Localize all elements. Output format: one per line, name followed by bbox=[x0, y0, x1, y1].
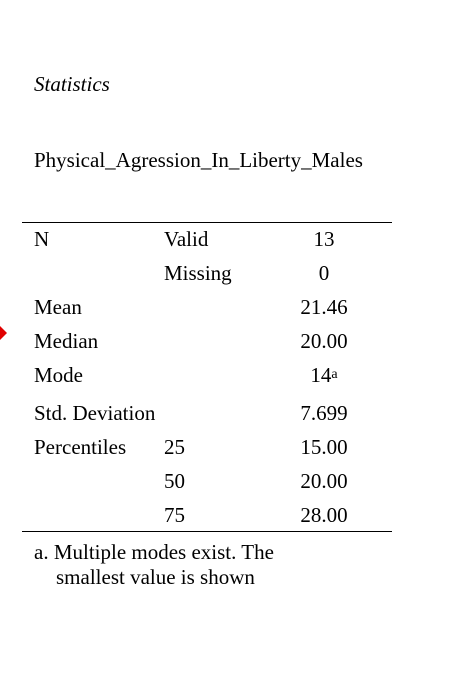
footnote-line-1: a. Multiple modes exist. The bbox=[34, 540, 274, 564]
table-footnote bbox=[34, 540, 364, 590]
mode-footnote-marker: a bbox=[331, 367, 338, 382]
value-valid: 13 bbox=[313, 227, 335, 251]
table-caption: Statistics bbox=[34, 72, 110, 96]
value-missing: 0 bbox=[318, 261, 330, 285]
table-top-rule bbox=[22, 222, 392, 223]
percentile-50-value: 20.00 bbox=[300, 469, 348, 493]
sub-label-valid: Valid bbox=[164, 227, 209, 251]
row-label-percentiles: Percentiles bbox=[34, 435, 127, 459]
row-marker-icon bbox=[0, 326, 7, 340]
row-label-std-deviation: Std. Deviation bbox=[34, 401, 156, 425]
row-label-median: Median bbox=[34, 329, 99, 353]
value-mean: 21.46 bbox=[300, 295, 348, 319]
percentile-75-value: 28.00 bbox=[300, 503, 348, 527]
percentile-75-label: 75 bbox=[164, 503, 185, 527]
row-label-mode: Mode bbox=[34, 363, 83, 387]
table-bottom-rule bbox=[22, 531, 392, 532]
percentile-25-label: 25 bbox=[164, 435, 185, 459]
value-median: 20.00 bbox=[300, 329, 348, 353]
sub-label-missing: Missing bbox=[164, 261, 232, 285]
mode-value-text: 14 bbox=[310, 363, 332, 387]
value-mode bbox=[280, 363, 368, 391]
row-label-n: N bbox=[34, 227, 50, 251]
value-std-deviation: 7.699 bbox=[300, 401, 348, 425]
percentile-50-label: 50 bbox=[164, 469, 185, 493]
row-label-mean: Mean bbox=[34, 295, 82, 319]
percentile-25-value: 15.00 bbox=[300, 435, 348, 459]
footnote-line-2: smallest value is shown bbox=[56, 565, 255, 589]
variable-name: Physical_Agression_In_Liberty_Males bbox=[34, 148, 363, 172]
